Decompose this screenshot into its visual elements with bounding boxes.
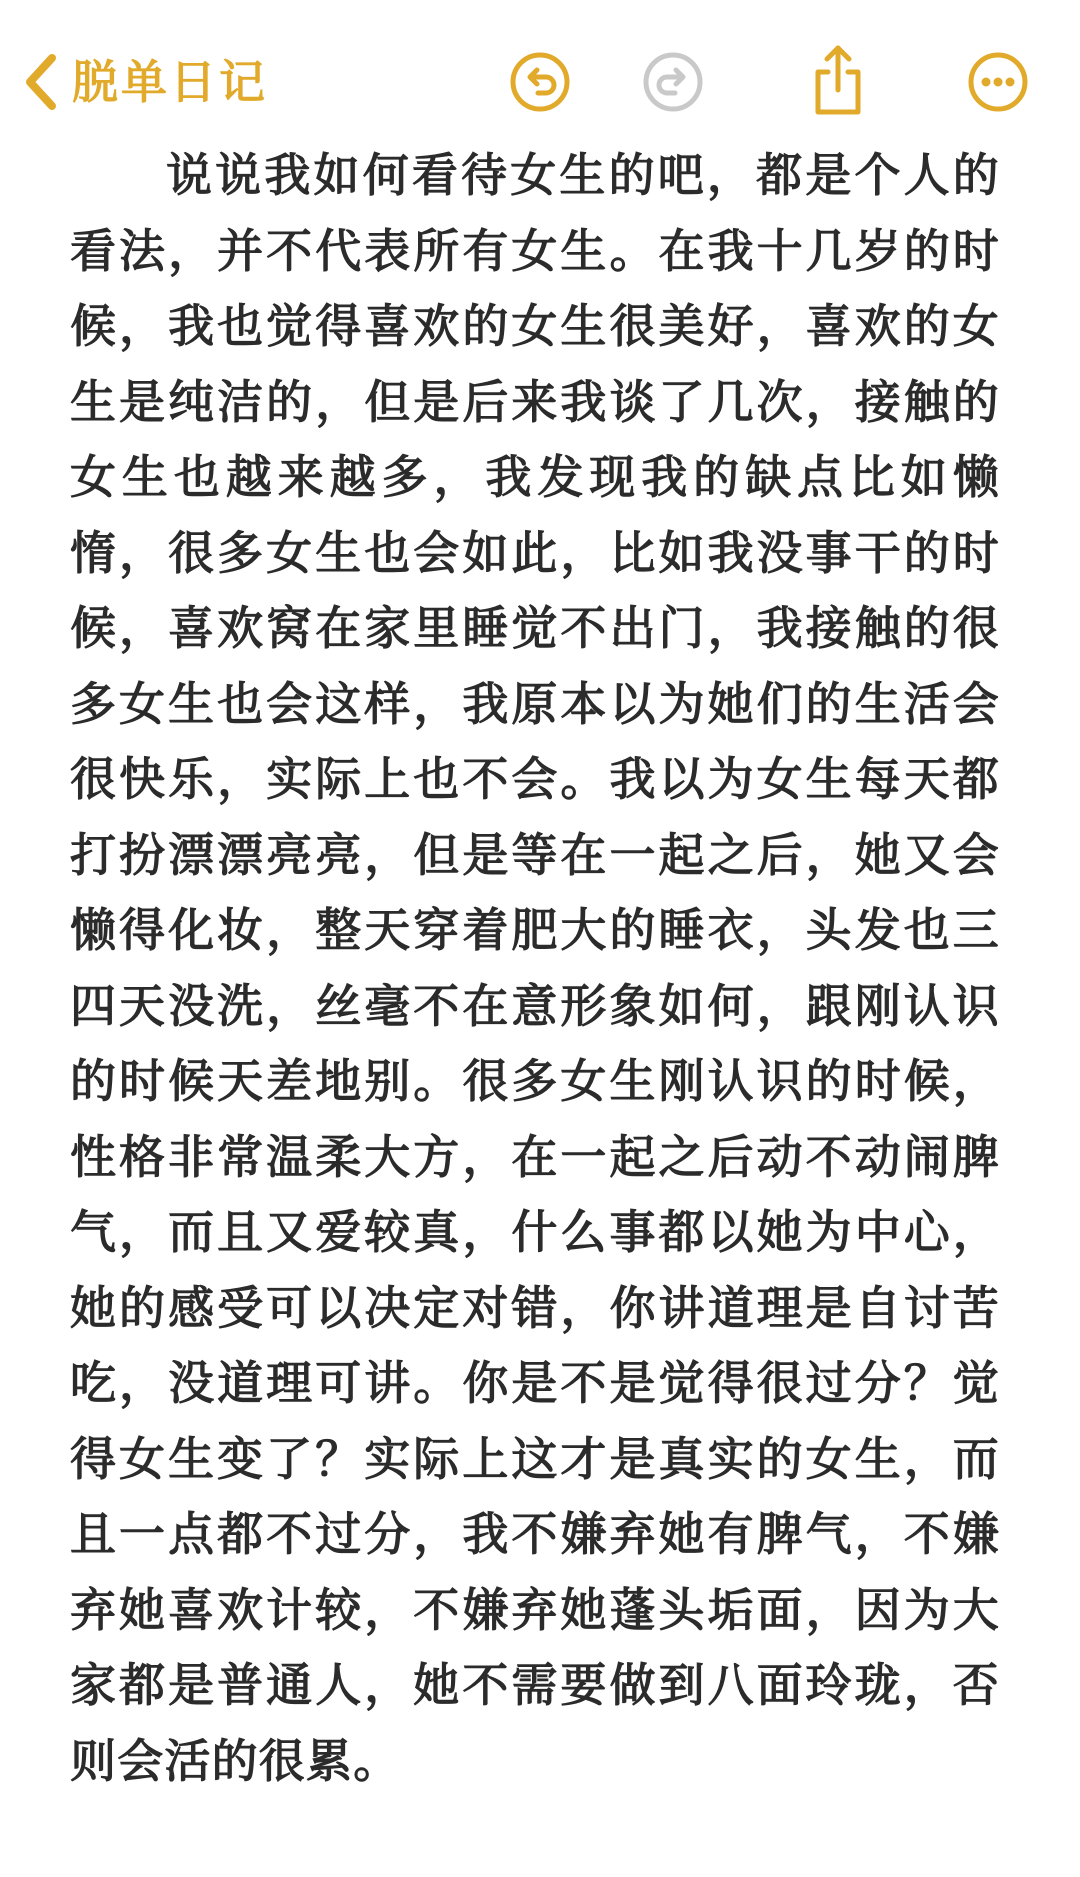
undo-button[interactable] (508, 50, 572, 114)
share-button[interactable] (806, 40, 870, 120)
back-button[interactable] (22, 46, 268, 118)
more-button[interactable] (966, 50, 1030, 114)
share-icon (808, 40, 868, 120)
chevron-left-icon (22, 52, 58, 112)
undo-icon (508, 50, 572, 114)
redo-icon (641, 50, 705, 114)
redo-button[interactable] (641, 50, 705, 114)
back-label: 脱单日记 (72, 55, 268, 109)
more-icon (966, 50, 1030, 114)
note-body-text[interactable]: 说说我如何看待女生的吧，都是个人的看法，并不代表所有女生。在我十几岁的时候，我也觉得喜欢的女生很美好，喜欢的女生是纯洁的，但是后来我谈了几次，接触的女生也越来越多，我发现我的缺点比如懒惰，很多女生也会如此，比如我没事干的时候，喜欢窝在家里睡觉不出门，我接触的很多女生也会这样，我原本以为她们的生活会很快乐，实际上也不会。我以为女生每天都打扮漂漂亮亮，但是等在一起之后，她又会懒得化妆，整天穿着肥大的睡衣，头发也三四天没洗，丝毫不在意形象如何，跟刚认识的时候天差地别。很多女生刚认识的时候，性格非常温柔大方，在一起之后动不动闹脾气，而且又爱较真，什么事都以她为中心，她的感受可以决定对错，你讲道理是自讨苦吃，没道理可讲。你是不是觉得很过分？觉得女生变了？实际上这才是真实的女生，而且一点都不过分，我不嫌弃她有脾气，不嫌弃她喜欢计较，不嫌弃她蓬头垢面，因为大家都是普通人，她不需要做到八面玲珑，否则会活的很累。 (70, 148, 1000, 1788)
